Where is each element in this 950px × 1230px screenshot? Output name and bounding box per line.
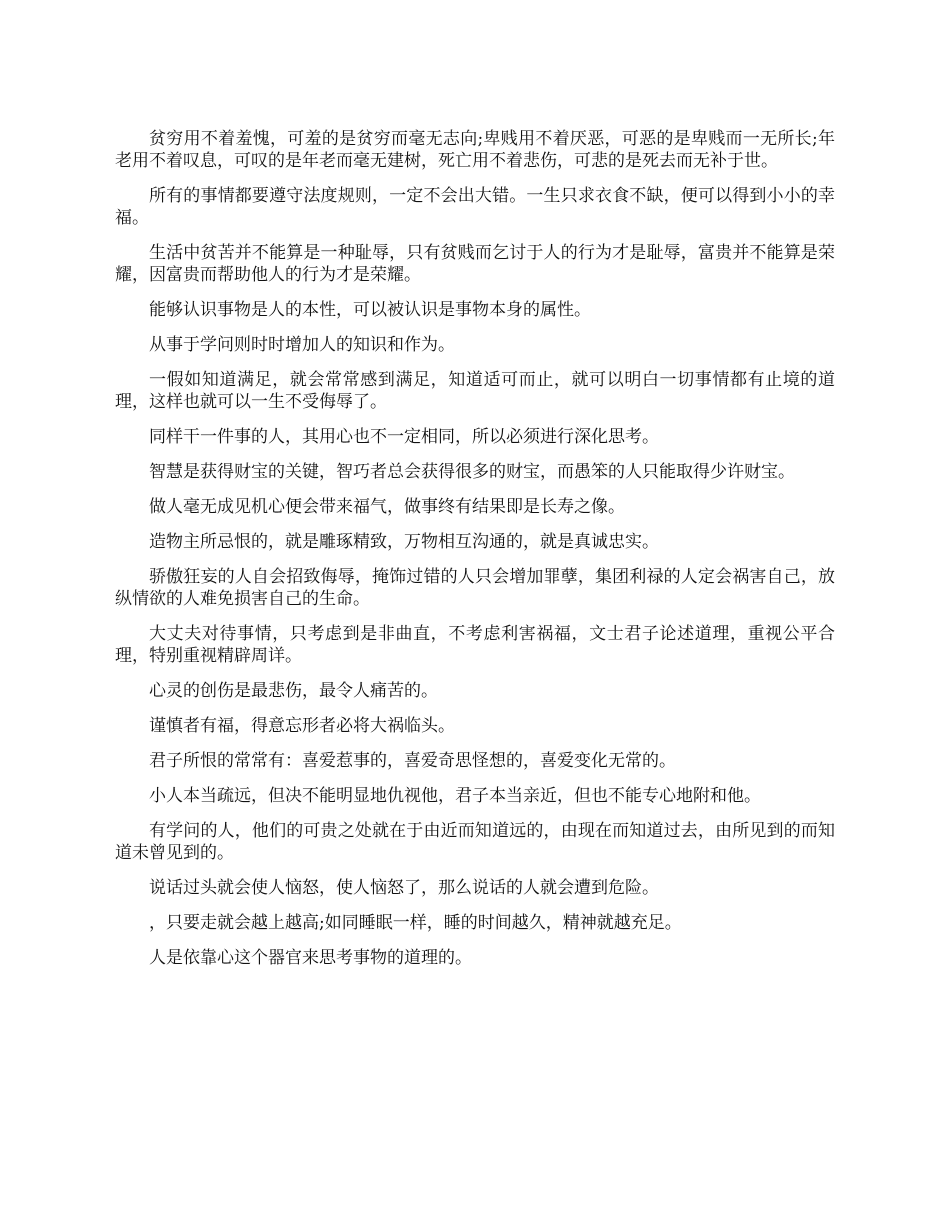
paragraph: 同样干一件事的人，其用心也不一定相同，所以必须进行深化思考。 bbox=[149, 427, 659, 447]
paragraph: 从事于学问则时时增加人的知识和作为。 bbox=[149, 335, 455, 355]
paragraph: 贫穷用不着羞愧，可羞的是贫穷而毫无志向;卑贱用不着厌恶，可恶的是卑贱而一无所长;年老用不着叹息，可叹的是年老而毫无建树，死亡用不着悲伤，可悲的是死去而无补于世。 bbox=[115, 129, 835, 171]
paragraph: 大丈夫对待事情，只考虑到是非曲直，不考虑利害祸福，文士君子论述道理，重视公平合理，特别重视精辟周详。 bbox=[115, 624, 835, 666]
paragraph: ，只要走就会越上越高;如同睡眠一样，睡的时间越久，精神就越充足。 bbox=[149, 913, 682, 933]
paragraph: 骄傲狂妄的人自会招致侮辱，掩饰过错的人只会增加罪孽，集团利禄的人定会祸害自己，放纵情欲的人难免损害自己的生命。 bbox=[115, 567, 835, 609]
paragraph: 一假如知道满足，就会常常感到满足，知道适可而止，就可以明白一切事情都有止境的道理，这样也就可以一生不受侮辱了。 bbox=[115, 370, 835, 412]
paragraph: 有学问的人，他们的可贵之处就在于由近而知道远的，由现在而知道过去，由所见到的而知道未曾见到的。 bbox=[115, 821, 835, 863]
paragraph: 能够认识事物是人的本性，可以被认识是事物本身的属性。 bbox=[149, 300, 591, 320]
paragraph: 君子所恨的常常有：喜爱惹事的，喜爱奇思怪想的，喜爱变化无常的。 bbox=[149, 751, 676, 771]
paragraph: 人是依靠心这个器官来思考事物的道理的。 bbox=[149, 948, 472, 968]
paragraph: 所有的事情都要遵守法度规则，一定不会出大错。一生只求衣食不缺，便可以得到小小的幸福。 bbox=[115, 186, 835, 228]
paragraph: 生活中贫苦并不能算是一种耻辱，只有贫贱而乞讨于人的行为才是耻辱，富贵并不能算是荣耀，因富贵而帮助他人的行为才是荣耀。 bbox=[115, 243, 835, 285]
paragraph: 智慧是获得财宝的关键，智巧者总会获得很多的财宝，而愚笨的人只能取得少许财宝。 bbox=[149, 462, 795, 482]
paragraph: 做人毫无成见机心便会带来福气，做事终有结果即是长寿之像。 bbox=[149, 497, 625, 517]
paragraph: 心灵的创伤是最悲伤，最令人痛苦的。 bbox=[149, 681, 438, 701]
paragraph: 小人本当疏远，但决不能明显地仇视他，君子本当亲近，但也不能专心地附和他。 bbox=[149, 786, 761, 806]
paragraph: 说话过头就会使人恼怒，使人恼怒了，那么说话的人就会遭到危险。 bbox=[149, 878, 659, 898]
paragraph: 造物主所忌恨的，就是雕琢精致，万物相互沟通的，就是真诚忠实。 bbox=[149, 532, 659, 552]
paragraph: 谨慎者有福，得意忘形者必将大祸临头。 bbox=[149, 716, 455, 736]
